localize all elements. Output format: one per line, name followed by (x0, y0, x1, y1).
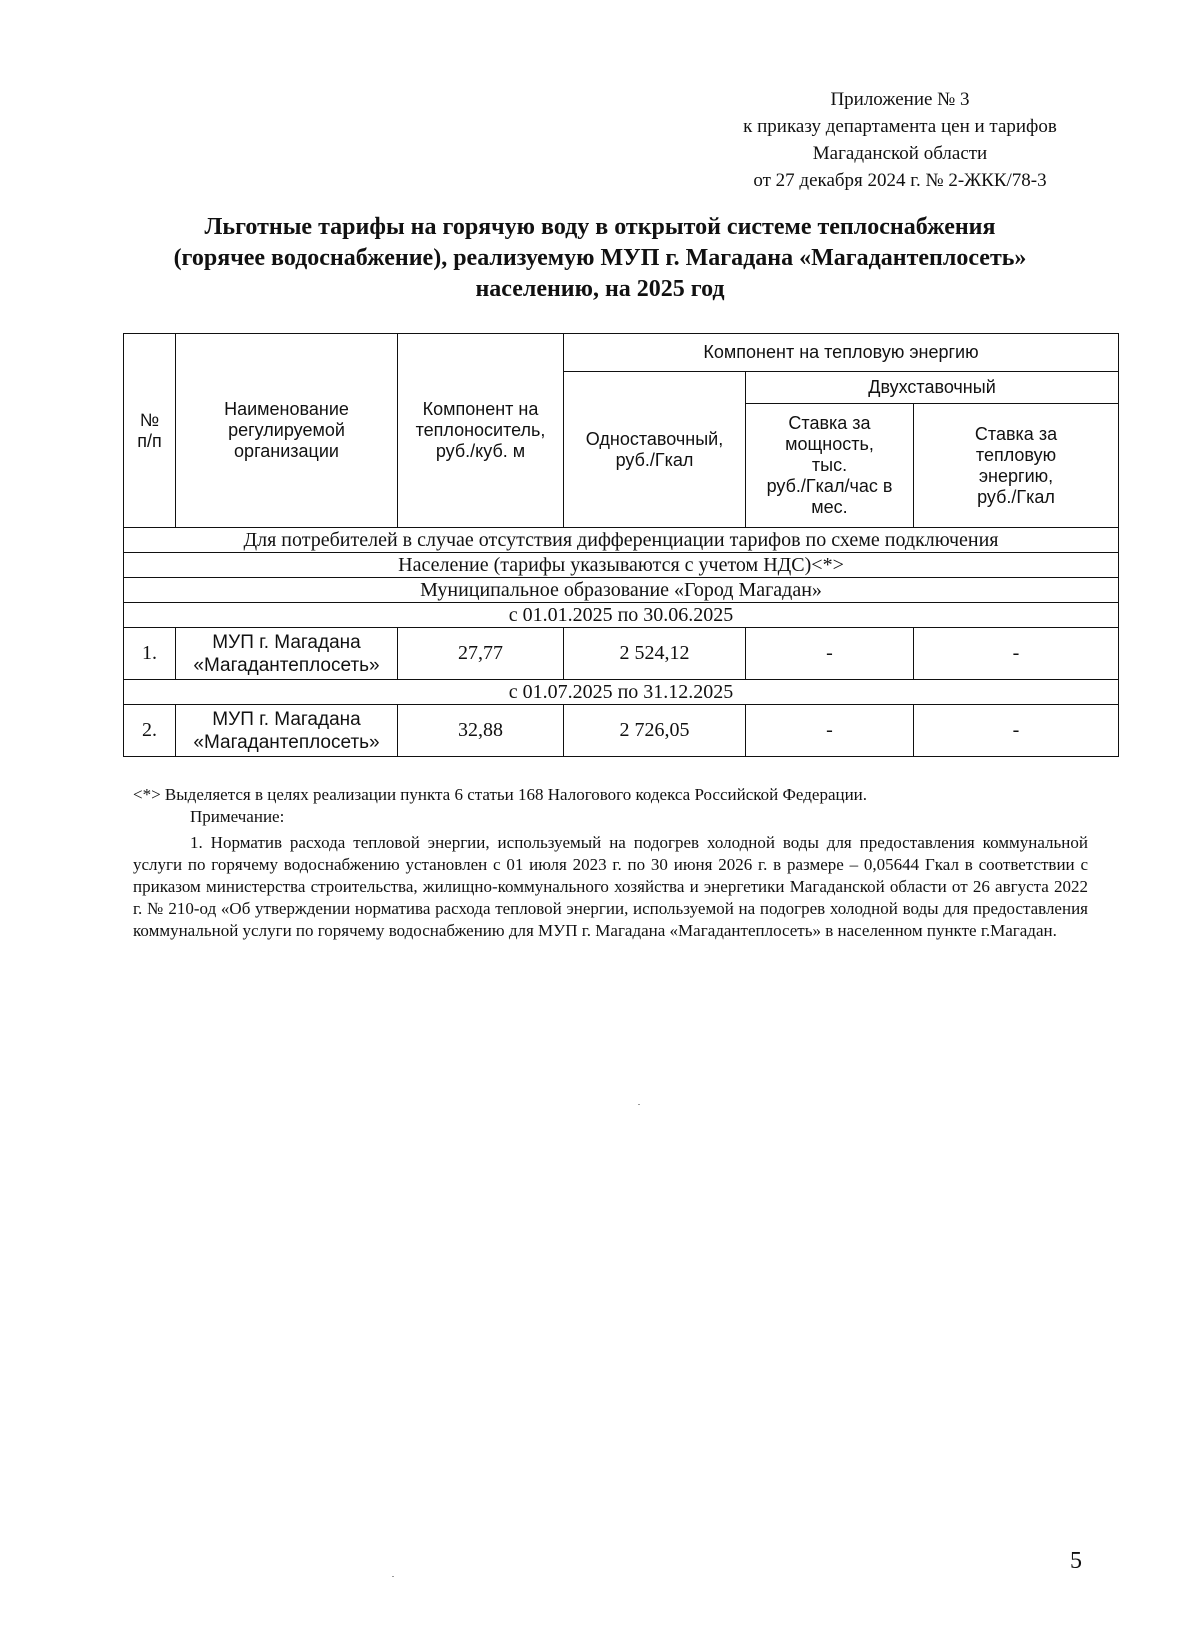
period-label: с 01.07.2025 по 31.12.2025 (124, 680, 1119, 705)
page-number: 5 (1070, 1548, 1082, 1574)
header-single-rate: Одноставочный, руб./Гкал (564, 372, 746, 528)
appendix-reference (700, 86, 1100, 194)
title-line-1: Льготные тарифы на горячую воду в открытой системе теплоснабжения (204, 214, 996, 240)
row-number: 1. (124, 628, 176, 680)
period-label: с 01.01.2025 по 30.06.2025 (124, 603, 1119, 628)
row-energy-rate-value: - (914, 628, 1119, 680)
note-text: 1. Норматив расхода тепловой энергии, используемый на подогрев холодной воды для предоставления коммунальной услуги по горячему водоснабжению установлен с 01 июля 2023 г. по 30 июня 2026 г. в размере – 0,05644 Гкал в соответствии с приказом министерства строительства, жилищно-коммунального хозяйства и энергетики Магаданской области от 26 августа 2022 г. № 210-од «Об утверждении норматива расхода тепловой энергии, используемой на подогрев холодной воды для предоставления коммунальной услуги по горячему водоснабжению для МУП г. Магадана «Магадантеплосеть» в населенном пункте г.Магадан. (133, 833, 1088, 940)
header-number: № п/п (124, 334, 176, 528)
section-municipality: Муниципальное образование «Город Магадан» (124, 578, 1119, 603)
appendix-line-2: к приказу департамента цен и тарифов (743, 116, 1057, 137)
header-power-rate: Ставка за мощность, тыс. руб./Гкал/час в мес. (746, 404, 914, 528)
title-line-2: (горячее водоснабжение), реализуемую МУП г. Магадана «Магадантеплосеть» (173, 245, 1027, 271)
header-heat-carrier: Компонент на теплоноситель, руб./куб. м (398, 334, 564, 528)
header-two-part: Двухставочный (746, 372, 1119, 404)
appendix-line-4: от 27 декабря 2024 г. № 2-ЖКК/78-3 (753, 170, 1047, 191)
scan-speck (392, 1576, 394, 1577)
row-organization: МУП г. Магадана «Магадантеплосеть» (176, 705, 398, 757)
row-organization: МУП г. Магадана «Магадантеплосеть» (176, 628, 398, 680)
appendix-line-3: Магаданской области (812, 143, 988, 164)
header-heat-component: Компонент на тепловую энергию (564, 334, 1119, 372)
scan-speck (638, 1104, 640, 1105)
document-title (120, 212, 1080, 305)
tariff-table (123, 333, 1119, 757)
row-single-rate-value: 2 524,12 (564, 628, 746, 680)
row-carrier-value: 27,77 (398, 628, 564, 680)
row-number: 2. (124, 705, 176, 757)
note-title: Примечание: (190, 807, 285, 826)
section-consumers: Для потребителей в случае отсутствия дифференциации тарифов по схеме подключения (124, 528, 1119, 553)
table-row (124, 705, 1119, 757)
row-single-rate-value: 2 726,05 (564, 705, 746, 757)
appendix-line-1: Приложение № 3 (830, 89, 970, 110)
vat-footnote: <*> Выделяется в целях реализации пункта 6 статьи 168 Налогового кодекса Российской Федерации. (133, 785, 868, 804)
row-energy-rate-value: - (914, 705, 1119, 757)
row-power-rate-value: - (746, 628, 914, 680)
title-line-3: населению, на 2025 год (475, 276, 725, 302)
section-population: Население (тарифы указываются с учетом НДС)<*> (124, 553, 1119, 578)
row-carrier-value: 32,88 (398, 705, 564, 757)
header-organization: Наименование регулируемой организации (176, 334, 398, 528)
row-power-rate-value: - (746, 705, 914, 757)
header-energy-rate: Ставка за тепловую энергию, руб./Гкал (914, 404, 1119, 528)
table-row (124, 628, 1119, 680)
